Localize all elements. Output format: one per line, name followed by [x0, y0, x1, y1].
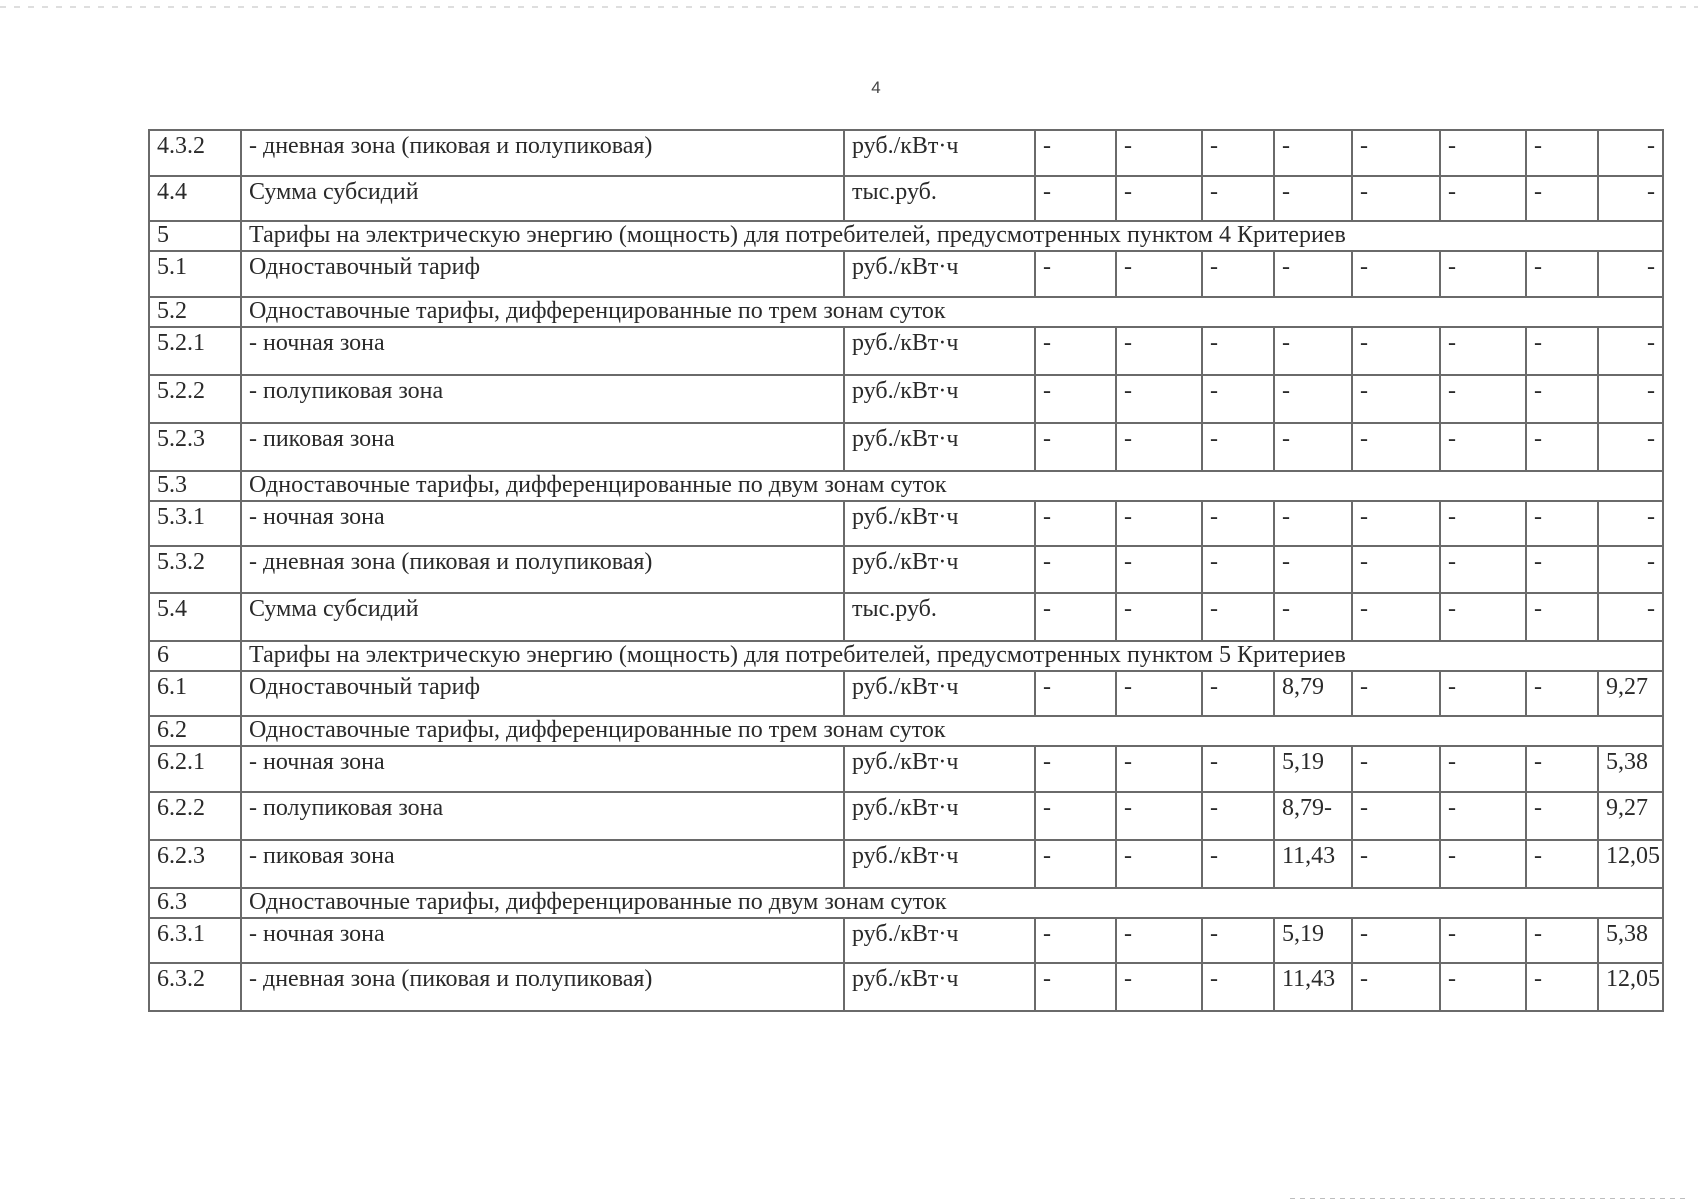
- table-row: [149, 746, 1663, 792]
- value-cell: -: [1352, 327, 1440, 375]
- value-cell: -: [1352, 746, 1440, 792]
- value-cell: -: [1202, 130, 1274, 176]
- row-label: - полупиковая зона: [241, 792, 844, 840]
- row-number: 5.3.2: [149, 546, 241, 593]
- value-cell: -: [1116, 546, 1202, 593]
- value-cell: 8,79-: [1274, 792, 1352, 840]
- section-row: [149, 641, 1663, 671]
- row-number: 5.2.2: [149, 375, 241, 423]
- value-cell: -: [1274, 130, 1352, 176]
- table-row: [149, 840, 1663, 888]
- row-number: 6.1: [149, 671, 241, 716]
- value-cell: -: [1352, 671, 1440, 716]
- table-row: [149, 130, 1663, 176]
- value-cell: -: [1035, 327, 1116, 375]
- value-cell: 5,19: [1274, 918, 1352, 963]
- row-unit: руб./кВт·ч: [844, 546, 1035, 593]
- value-cell: -: [1526, 546, 1598, 593]
- value-cell: -: [1352, 840, 1440, 888]
- value-cell: -: [1352, 423, 1440, 471]
- value-cell: -: [1202, 840, 1274, 888]
- row-label: Одноставочный тариф: [241, 251, 844, 297]
- value-cell: -: [1202, 593, 1274, 641]
- value-cell: -: [1526, 918, 1598, 963]
- value-cell: -: [1440, 546, 1526, 593]
- row-number: 6.3.1: [149, 918, 241, 963]
- table-row: [149, 671, 1663, 716]
- section-title: Одноставочные тарифы, дифференцированные по двум зонам суток: [241, 888, 1663, 918]
- section-title: Одноставочные тарифы, дифференцированные по трем зонам суток: [241, 716, 1663, 746]
- value-cell: -: [1035, 130, 1116, 176]
- row-label: - пиковая зона: [241, 423, 844, 471]
- value-cell: -: [1352, 593, 1440, 641]
- value-cell: -: [1116, 423, 1202, 471]
- value-cell: -: [1202, 546, 1274, 593]
- row-unit: руб./кВт·ч: [844, 501, 1035, 546]
- value-cell: -: [1035, 792, 1116, 840]
- row-number: 6.3.2: [149, 963, 241, 1011]
- value-cell: 11,43: [1274, 963, 1352, 1011]
- value-cell: -: [1598, 375, 1663, 423]
- value-cell: -: [1202, 792, 1274, 840]
- scan-edge-artifact-bottom: [1290, 1198, 1690, 1199]
- row-number: 5.2.1: [149, 327, 241, 375]
- value-cell: -: [1440, 130, 1526, 176]
- section-number: 6.2: [149, 716, 241, 746]
- row-label: Сумма субсидий: [241, 593, 844, 641]
- value-cell: -: [1116, 130, 1202, 176]
- row-number: 6.2.1: [149, 746, 241, 792]
- row-label: - полупиковая зона: [241, 375, 844, 423]
- section-title: Тарифы на электрическую энергию (мощность) для потребителей, предусмотренных пунктом 5 Критериев: [241, 641, 1663, 671]
- row-unit: руб./кВт·ч: [844, 671, 1035, 716]
- row-unit: руб./кВт·ч: [844, 746, 1035, 792]
- value-cell: -: [1440, 840, 1526, 888]
- table-row: [149, 375, 1663, 423]
- value-cell: -: [1352, 792, 1440, 840]
- value-cell: -: [1526, 251, 1598, 297]
- value-cell: -: [1116, 792, 1202, 840]
- value-cell: -: [1526, 746, 1598, 792]
- value-cell: -: [1035, 251, 1116, 297]
- value-cell: -: [1440, 671, 1526, 716]
- value-cell: -: [1440, 746, 1526, 792]
- value-cell: -: [1598, 423, 1663, 471]
- value-cell: -: [1116, 918, 1202, 963]
- row-label: Одноставочный тариф: [241, 671, 844, 716]
- value-cell: -: [1116, 251, 1202, 297]
- section-title: Одноставочные тарифы, дифференцированные по трем зонам суток: [241, 297, 1663, 327]
- value-cell: -: [1202, 423, 1274, 471]
- value-cell: -: [1274, 251, 1352, 297]
- value-cell: -: [1202, 327, 1274, 375]
- value-cell: -: [1526, 840, 1598, 888]
- row-label: - ночная зона: [241, 327, 844, 375]
- value-cell: -: [1035, 671, 1116, 716]
- value-cell: -: [1440, 176, 1526, 221]
- value-cell: -: [1274, 176, 1352, 221]
- scan-edge-artifact: [0, 6, 1698, 8]
- value-cell: -: [1202, 375, 1274, 423]
- table-row: [149, 593, 1663, 641]
- row-label: - ночная зона: [241, 501, 844, 546]
- value-cell: -: [1035, 176, 1116, 221]
- section-number: 6.3: [149, 888, 241, 918]
- section-number: 6: [149, 641, 241, 671]
- row-number: 5.2.3: [149, 423, 241, 471]
- value-cell: 8,79: [1274, 671, 1352, 716]
- value-cell: -: [1440, 963, 1526, 1011]
- value-cell: -: [1526, 176, 1598, 221]
- table-row: [149, 501, 1663, 546]
- value-cell: -: [1274, 423, 1352, 471]
- row-unit: тыс.руб.: [844, 593, 1035, 641]
- value-cell: 12,05: [1598, 840, 1663, 888]
- value-cell: -: [1035, 918, 1116, 963]
- table-row: [149, 176, 1663, 221]
- row-unit: руб./кВт·ч: [844, 423, 1035, 471]
- row-unit: руб./кВт·ч: [844, 130, 1035, 176]
- value-cell: -: [1440, 792, 1526, 840]
- row-unit: руб./кВт·ч: [844, 792, 1035, 840]
- tariff-table: [148, 129, 1664, 1012]
- value-cell: -: [1352, 375, 1440, 423]
- row-unit: руб./кВт·ч: [844, 918, 1035, 963]
- value-cell: -: [1598, 130, 1663, 176]
- row-label: Сумма субсидий: [241, 176, 844, 221]
- value-cell: -: [1035, 375, 1116, 423]
- value-cell: -: [1274, 327, 1352, 375]
- value-cell: -: [1526, 593, 1598, 641]
- section-row: [149, 471, 1663, 501]
- value-cell: -: [1440, 375, 1526, 423]
- row-number: 5.4: [149, 593, 241, 641]
- value-cell: -: [1202, 671, 1274, 716]
- section-number: 5: [149, 221, 241, 251]
- value-cell: -: [1352, 546, 1440, 593]
- row-unit: тыс.руб.: [844, 176, 1035, 221]
- value-cell: -: [1598, 501, 1663, 546]
- row-unit: руб./кВт·ч: [844, 327, 1035, 375]
- value-cell: 5,19: [1274, 746, 1352, 792]
- row-label: - ночная зона: [241, 918, 844, 963]
- value-cell: -: [1202, 176, 1274, 221]
- value-cell: -: [1202, 746, 1274, 792]
- section-row: [149, 297, 1663, 327]
- section-row: [149, 716, 1663, 746]
- section-row: [149, 221, 1663, 251]
- value-cell: -: [1116, 963, 1202, 1011]
- value-cell: -: [1035, 423, 1116, 471]
- value-cell: -: [1598, 176, 1663, 221]
- row-label: - ночная зона: [241, 746, 844, 792]
- value-cell: 11,43: [1274, 840, 1352, 888]
- row-number: 5.3.1: [149, 501, 241, 546]
- value-cell: -: [1116, 327, 1202, 375]
- value-cell: -: [1202, 963, 1274, 1011]
- value-cell: -: [1035, 593, 1116, 641]
- value-cell: -: [1352, 176, 1440, 221]
- value-cell: -: [1352, 251, 1440, 297]
- value-cell: -: [1202, 251, 1274, 297]
- value-cell: 9,27: [1598, 671, 1663, 716]
- row-unit: руб./кВт·ч: [844, 251, 1035, 297]
- value-cell: -: [1352, 130, 1440, 176]
- value-cell: -: [1598, 327, 1663, 375]
- section-number: 5.2: [149, 297, 241, 327]
- page-number: 4: [871, 78, 881, 97]
- row-label: - дневная зона (пиковая и полупиковая): [241, 963, 844, 1011]
- table-row: [149, 423, 1663, 471]
- value-cell: -: [1116, 501, 1202, 546]
- section-title: Одноставочные тарифы, дифференцированные по двум зонам суток: [241, 471, 1663, 501]
- table-row: [149, 251, 1663, 297]
- value-cell: -: [1440, 501, 1526, 546]
- value-cell: -: [1440, 327, 1526, 375]
- value-cell: -: [1274, 593, 1352, 641]
- value-cell: -: [1274, 501, 1352, 546]
- value-cell: -: [1116, 593, 1202, 641]
- section-title: Тарифы на электрическую энергию (мощность) для потребителей, предусмотренных пунктом 4 Критериев: [241, 221, 1663, 251]
- value-cell: -: [1202, 501, 1274, 546]
- value-cell: -: [1598, 546, 1663, 593]
- value-cell: -: [1352, 501, 1440, 546]
- table-row: [149, 963, 1663, 1011]
- section-row: [149, 888, 1663, 918]
- value-cell: -: [1598, 593, 1663, 641]
- row-unit: руб./кВт·ч: [844, 963, 1035, 1011]
- row-number: 4.3.2: [149, 130, 241, 176]
- value-cell: -: [1116, 840, 1202, 888]
- value-cell: 5,38: [1598, 746, 1663, 792]
- value-cell: -: [1440, 918, 1526, 963]
- value-cell: -: [1526, 423, 1598, 471]
- value-cell: 9,27: [1598, 792, 1663, 840]
- value-cell: -: [1440, 251, 1526, 297]
- value-cell: -: [1035, 546, 1116, 593]
- value-cell: -: [1035, 840, 1116, 888]
- row-unit: руб./кВт·ч: [844, 840, 1035, 888]
- value-cell: -: [1116, 176, 1202, 221]
- row-label: - дневная зона (пиковая и полупиковая): [241, 546, 844, 593]
- value-cell: 12,05: [1598, 963, 1663, 1011]
- value-cell: -: [1526, 375, 1598, 423]
- row-number: 6.2.2: [149, 792, 241, 840]
- value-cell: -: [1274, 546, 1352, 593]
- value-cell: -: [1352, 918, 1440, 963]
- value-cell: -: [1116, 671, 1202, 716]
- table-row: [149, 546, 1663, 593]
- row-label: - пиковая зона: [241, 840, 844, 888]
- table-row: [149, 792, 1663, 840]
- tariff-table-body: [149, 130, 1663, 1011]
- value-cell: -: [1035, 501, 1116, 546]
- row-number: 6.2.3: [149, 840, 241, 888]
- value-cell: -: [1440, 423, 1526, 471]
- value-cell: -: [1352, 963, 1440, 1011]
- value-cell: -: [1202, 918, 1274, 963]
- value-cell: -: [1116, 375, 1202, 423]
- value-cell: -: [1526, 792, 1598, 840]
- row-label: - дневная зона (пиковая и полупиковая): [241, 130, 844, 176]
- value-cell: -: [1526, 327, 1598, 375]
- table-row: [149, 327, 1663, 375]
- row-number: 4.4: [149, 176, 241, 221]
- section-number: 5.3: [149, 471, 241, 501]
- value-cell: -: [1526, 963, 1598, 1011]
- value-cell: -: [1526, 501, 1598, 546]
- value-cell: 5,38: [1598, 918, 1663, 963]
- value-cell: -: [1116, 746, 1202, 792]
- value-cell: -: [1274, 375, 1352, 423]
- value-cell: -: [1440, 593, 1526, 641]
- row-unit: руб./кВт·ч: [844, 375, 1035, 423]
- value-cell: -: [1526, 130, 1598, 176]
- value-cell: -: [1598, 251, 1663, 297]
- value-cell: -: [1035, 963, 1116, 1011]
- value-cell: -: [1526, 671, 1598, 716]
- value-cell: -: [1035, 746, 1116, 792]
- row-number: 5.1: [149, 251, 241, 297]
- table-row: [149, 918, 1663, 963]
